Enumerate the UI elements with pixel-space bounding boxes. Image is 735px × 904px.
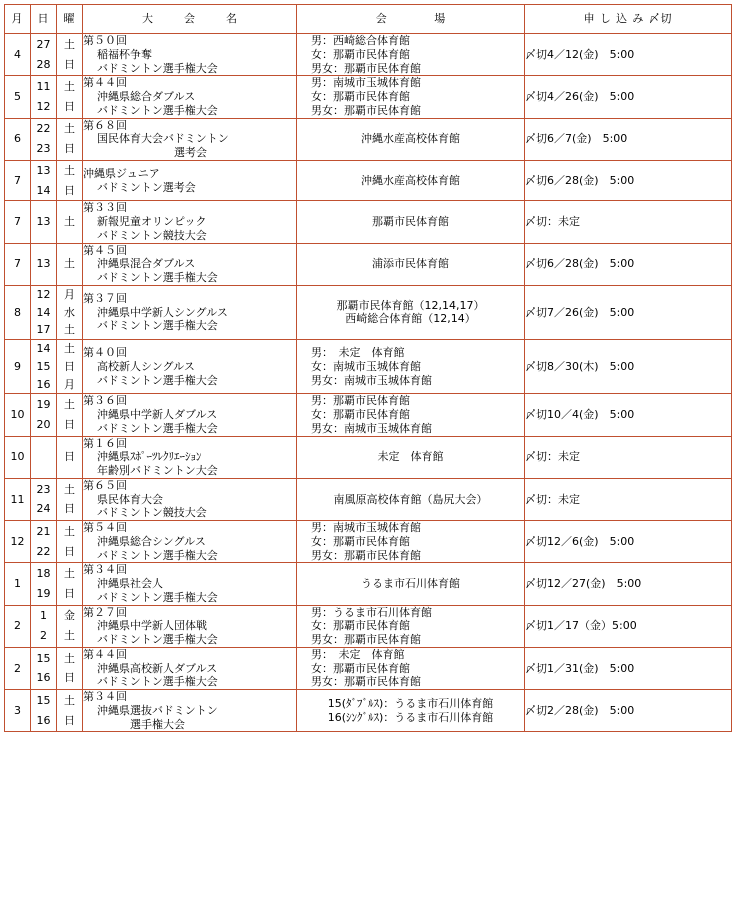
cell-venue (297, 160, 525, 201)
day-value: 28 (36, 57, 51, 71)
cell-month: 6 (5, 118, 31, 160)
day-of-week-value: 日 (64, 544, 75, 558)
table-row (5, 563, 732, 605)
venue-line: 男：南城市玉城体育館 (311, 76, 421, 90)
day-value: 20 (36, 417, 51, 431)
venue-line: 女：那覇市民体育館 (311, 661, 410, 675)
day-value: 16 (36, 671, 51, 685)
cell-application-deadline: 〆切6／28(金) 5:00 (525, 243, 732, 285)
venue-line: 男：うるま市石川体育館 (311, 605, 432, 619)
cell-venue (297, 647, 525, 689)
cell-application-deadline: 〆切：未定 (525, 201, 732, 243)
cell-venue (297, 34, 525, 76)
cell-day-of-week (57, 436, 83, 478)
tournament-name-line: バドミントン選手権大会 (97, 633, 218, 646)
day-of-week-value: 日 (64, 142, 75, 156)
table-row (5, 436, 732, 478)
cell-day (31, 340, 57, 394)
venue-line: 15(ﾀﾞﾌﾞﾙｽ)：うるま市石川体育館 (327, 696, 494, 710)
table-row (5, 478, 732, 520)
cell-application-deadline: 〆切4／12(金) 5:00 (525, 34, 732, 76)
tournament-name-line: バドミントン選手権大会 (97, 590, 218, 604)
venue-line: 女：那覇市民体育館 (311, 619, 410, 633)
cell-venue (297, 243, 525, 285)
venue-line: 女：那覇市民体育館 (311, 408, 410, 421)
table-row (5, 647, 732, 689)
table-row (5, 285, 732, 339)
tournament-name-line: 第４０回 (83, 346, 127, 359)
day-value: 24 (36, 502, 51, 516)
cell-application-deadline: 〆切：未定 (525, 436, 732, 478)
cell-month: 4 (5, 34, 31, 76)
tournament-name-line: 第４５回 (83, 243, 127, 257)
cell-month: 7 (5, 160, 31, 201)
venue-line: 男女：那覇市民体育館 (311, 633, 421, 646)
day-of-week-value: 土 (64, 163, 75, 177)
tournament-name-line: 第３７回 (83, 291, 127, 305)
cell-day (31, 76, 57, 118)
tournament-name-line: 沖縄県総合ダブルス (97, 90, 196, 103)
tournament-name-line: バドミントン選手権大会 (97, 103, 218, 117)
cell-month: 3 (5, 690, 31, 732)
venue-line: 男女：那覇市民体育館 (311, 61, 421, 75)
cell-venue (297, 436, 525, 478)
cell-day (31, 478, 57, 520)
day-value: 19 (36, 398, 51, 412)
day-value: 18 (36, 567, 51, 581)
cell-day-of-week (57, 521, 83, 563)
column-header-deadline: 申 し 込 み 〆切 (525, 5, 732, 34)
cell-tournament-name (83, 243, 297, 285)
day-of-week-value: 日 (64, 671, 75, 685)
venue-line: 那覇市民体育館（12,14,17） (336, 298, 485, 312)
day-of-week-value: 土 (64, 482, 75, 496)
cell-venue (297, 340, 525, 394)
venue-line: 女：那覇市民体育館 (311, 90, 410, 103)
cell-month: 12 (5, 521, 31, 563)
table-row (5, 521, 732, 563)
tournament-name-line: バドミントン選手権大会 (97, 319, 218, 333)
cell-month: 7 (5, 243, 31, 285)
cell-day (31, 605, 57, 647)
cell-day-of-week (57, 34, 83, 76)
cell-month: 1 (5, 563, 31, 605)
table-row (5, 118, 732, 160)
tournament-schedule-table (4, 4, 732, 732)
day-value: 2 (40, 629, 47, 643)
cell-day-of-week (57, 478, 83, 520)
table-row (5, 340, 732, 394)
column-header-month: 月 (5, 5, 31, 34)
day-value: 12 (36, 99, 51, 113)
cell-tournament-name (83, 340, 297, 394)
tournament-name-line: 第１６回 (83, 436, 127, 450)
tournament-name-line: 第２７回 (83, 605, 127, 619)
cell-day (31, 436, 57, 478)
tournament-name-line: 県民体育大会 (97, 492, 163, 506)
table-row (5, 605, 732, 647)
tournament-name-line: 第４４回 (83, 647, 127, 661)
day-value: 23 (36, 482, 51, 496)
tournament-name-line: バドミントン競技大会 (97, 506, 207, 520)
table-header (5, 5, 732, 34)
tournament-name-line: バドミントン選手権大会 (97, 271, 218, 284)
tournament-name-line: バドミントン選手権大会 (97, 548, 218, 562)
tournament-name-line: 第６８回 (83, 118, 127, 132)
day-of-week-value: 土 (64, 257, 75, 271)
cell-venue (297, 521, 525, 563)
day-of-week-value: 日 (64, 450, 75, 464)
cell-tournament-name (83, 76, 297, 118)
day-value: 12 (36, 287, 51, 301)
day-value: 11 (36, 80, 51, 94)
cell-venue (297, 563, 525, 605)
cell-day-of-week (57, 690, 83, 732)
venue-line: 男女：南城市玉城体育館 (311, 421, 432, 435)
table-row (5, 76, 732, 118)
cell-application-deadline: 〆切8／30(木) 5:00 (525, 340, 732, 394)
day-value: 14 (36, 305, 51, 319)
day-of-week-value: 月 (64, 377, 75, 391)
cell-application-deadline: 〆切2／28(金) 5:00 (525, 690, 732, 732)
cell-month: 2 (5, 605, 31, 647)
table-row (5, 201, 732, 243)
column-header-tournament-name: 大 会 名 (83, 5, 297, 34)
cell-tournament-name (83, 160, 297, 201)
day-value: 14 (36, 342, 51, 355)
venue-line: 沖縄水産高校体育館 (361, 132, 460, 146)
tournament-name-line: バドミントン選手権大会 (97, 61, 218, 75)
venue-line: 沖縄水産高校体育館 (361, 173, 460, 187)
day-of-week-value: 日 (64, 57, 75, 71)
venue-line: 男： 未定 体育館 (311, 647, 405, 661)
cell-venue (297, 118, 525, 160)
cell-tournament-name (83, 647, 297, 689)
cell-venue (297, 690, 525, 732)
day-of-week-value: 土 (64, 524, 75, 538)
venue-line: 那覇市民体育館 (372, 215, 449, 228)
table-body (5, 34, 732, 732)
cell-venue (297, 285, 525, 339)
cell-month: 8 (5, 285, 31, 339)
cell-day (31, 563, 57, 605)
tournament-name-line: 国民体育大会バドミントン (97, 132, 229, 146)
cell-day-of-week (57, 160, 83, 201)
tournament-name-line: 沖縄県社会人 (97, 577, 163, 590)
venue-line: 浦添市民体育館 (372, 257, 449, 271)
tournament-name-line: 第３４回 (83, 563, 127, 577)
cell-venue (297, 605, 525, 647)
day-value: 22 (36, 122, 51, 136)
day-value: 13 (36, 163, 51, 177)
venue-line: 南風原高校体育館（島尻大会） (333, 492, 488, 506)
cell-venue (297, 394, 525, 436)
day-of-week-value: 日 (64, 586, 75, 600)
day-value: 15 (36, 359, 51, 373)
day-of-week-value: 日 (64, 183, 75, 197)
venue-line: 未定 体育館 (377, 450, 444, 464)
cell-application-deadline: 〆切1／31(金) 5:00 (525, 647, 732, 689)
schedule-page (0, 4, 735, 904)
cell-tournament-name (83, 34, 297, 76)
day-of-week-value: 土 (64, 693, 75, 707)
day-of-week-value: 日 (64, 99, 75, 113)
cell-application-deadline: 〆切6／28(金) 5:00 (525, 160, 732, 201)
venue-line: 男：西崎総合体育館 (311, 34, 410, 47)
cell-day-of-week (57, 647, 83, 689)
venue-line: 女：那覇市民体育館 (311, 534, 410, 548)
tournament-name-line: 第６５回 (83, 478, 127, 492)
cell-day-of-week (57, 394, 83, 436)
cell-day-of-week (57, 243, 83, 285)
column-header-dow: 曜 (57, 5, 83, 34)
cell-day (31, 243, 57, 285)
tournament-name-line: 沖縄県混合ダブルス (97, 257, 196, 271)
day-value: 17 (36, 323, 51, 337)
tournament-name-line: 年齢別バドミントン大会 (97, 464, 218, 477)
table-row (5, 690, 732, 732)
cell-tournament-name (83, 201, 297, 243)
tournament-name-line: 選手権大会 (97, 717, 185, 731)
cell-month: 10 (5, 394, 31, 436)
cell-tournament-name (83, 436, 297, 478)
cell-month: 11 (5, 478, 31, 520)
venue-line: うるま市石川体育館 (361, 577, 460, 590)
day-of-week-value: 月 (64, 287, 75, 301)
day-of-week-value: 土 (64, 567, 75, 581)
tournament-name-line: 沖縄県総合シングルス (97, 534, 206, 548)
day-of-week-value: 金 (64, 609, 75, 623)
cell-month: 2 (5, 647, 31, 689)
tournament-name-line: 沖縄県高校新人ダブルス (97, 661, 218, 675)
table-header-row (5, 5, 732, 34)
day-of-week-value: 土 (64, 398, 75, 412)
cell-day (31, 521, 57, 563)
tournament-name-line: バドミントン選手権大会 (97, 675, 218, 689)
tournament-name-line: 第５０回 (83, 34, 127, 47)
day-value: 27 (36, 37, 51, 51)
cell-tournament-name (83, 563, 297, 605)
tournament-name-line: 沖縄県中学新人シングルス (97, 305, 228, 319)
tournament-name-line: バドミントン選考会 (97, 180, 196, 194)
cell-day-of-week (57, 201, 83, 243)
day-value: 16 (36, 377, 51, 391)
cell-day-of-week (57, 76, 83, 118)
cell-day-of-week (57, 118, 83, 160)
cell-application-deadline: 〆切：未定 (525, 478, 732, 520)
day-value: 22 (36, 544, 51, 558)
cell-venue (297, 76, 525, 118)
day-of-week-value: 日 (64, 713, 75, 727)
venue-line: 女：南城市玉城体育館 (311, 359, 421, 373)
cell-application-deadline: 〆切4／26(金) 5:00 (525, 76, 732, 118)
cell-tournament-name (83, 690, 297, 732)
cell-tournament-name (83, 521, 297, 563)
cell-month: 7 (5, 201, 31, 243)
tournament-name-line: 第５４回 (83, 521, 127, 534)
cell-tournament-name (83, 605, 297, 647)
cell-month: 10 (5, 436, 31, 478)
day-of-week-value: 土 (64, 342, 75, 355)
day-value: 1 (40, 609, 47, 623)
venue-line: 男女：那覇市民体育館 (311, 103, 421, 117)
tournament-name-line: 第３３回 (83, 201, 127, 215)
tournament-name-line: バドミントン選手権大会 (97, 373, 218, 387)
venue-line: 男女：南城市玉城体育館 (311, 373, 432, 387)
day-value: 16 (36, 713, 51, 727)
table-row (5, 394, 732, 436)
cell-application-deadline: 〆切6／7(金) 5:00 (525, 118, 732, 160)
cell-application-deadline: 〆切12／27(金) 5:00 (525, 563, 732, 605)
venue-line: 男： 未定 体育館 (311, 346, 405, 359)
cell-application-deadline: 〆切12／6(金) 5:00 (525, 521, 732, 563)
cell-tournament-name (83, 118, 297, 160)
day-of-week-value: 土 (64, 629, 75, 643)
table-row (5, 243, 732, 285)
cell-day (31, 285, 57, 339)
day-of-week-value: 水 (64, 305, 75, 319)
cell-application-deadline: 〆切7／26(金) 5:00 (525, 285, 732, 339)
cell-day (31, 160, 57, 201)
cell-tournament-name (83, 285, 297, 339)
table-row (5, 160, 732, 201)
venue-line: 男女：那覇市民体育館 (311, 548, 421, 562)
cell-day (31, 647, 57, 689)
venue-line: 男：南城市玉城体育館 (311, 521, 421, 534)
cell-day (31, 118, 57, 160)
tournament-name-line: バドミントン競技大会 (97, 228, 207, 242)
cell-month: 5 (5, 76, 31, 118)
day-of-week-value: 土 (64, 80, 75, 94)
cell-tournament-name (83, 394, 297, 436)
tournament-name-line: 第３６回 (83, 394, 127, 408)
tournament-name-line: 稲福杯争奪 (97, 47, 152, 61)
cell-month: 9 (5, 340, 31, 394)
venue-line: 男女：那覇市民体育館 (311, 675, 421, 689)
day-value: 19 (36, 586, 51, 600)
tournament-name-line: 沖縄県中学新人ダブルス (97, 408, 218, 421)
cell-day-of-week (57, 285, 83, 339)
tournament-name-line: 沖縄県選抜バドミントン (97, 703, 218, 717)
venue-line: 男：那覇市民体育館 (311, 394, 410, 408)
table-row (5, 34, 732, 76)
day-of-week-value: 土 (64, 122, 75, 136)
cell-venue (297, 201, 525, 243)
day-of-week-value: 土 (64, 651, 75, 665)
cell-day-of-week (57, 563, 83, 605)
cell-day-of-week (57, 605, 83, 647)
column-header-venue: 会 場 (297, 5, 525, 34)
day-of-week-value: 日 (64, 502, 75, 516)
tournament-name-line: 沖縄県ｽﾎﾟｰﾂﾚｸﾘｴｰｼｮﾝ (97, 450, 202, 464)
tournament-name-line: バドミントン選手権大会 (97, 421, 218, 435)
tournament-name-line: 新報児童オリンピック (97, 215, 207, 228)
tournament-name-line: 選考会 (97, 146, 207, 159)
day-of-week-value: 土 (64, 215, 75, 228)
cell-tournament-name (83, 478, 297, 520)
cell-application-deadline: 〆切1／17（金）5:00 (525, 605, 732, 647)
day-value: 15 (36, 693, 51, 707)
cell-day-of-week (57, 340, 83, 394)
cell-day (31, 34, 57, 76)
cell-day (31, 690, 57, 732)
cell-day (31, 201, 57, 243)
day-value: 13 (36, 257, 51, 271)
day-value: 23 (36, 142, 51, 156)
venue-line: 西崎総合体育館（12,14） (345, 312, 476, 326)
column-header-day: 日 (31, 5, 57, 34)
day-value: 15 (36, 651, 51, 665)
tournament-name-line: 沖縄県ジュニア (83, 166, 160, 180)
cell-day (31, 394, 57, 436)
day-value: 14 (36, 183, 51, 197)
venue-line: 女：那覇市民体育館 (311, 47, 410, 61)
day-value: 21 (36, 524, 51, 538)
day-of-week-value: 土 (64, 323, 75, 337)
day-value: 13 (36, 215, 51, 228)
venue-line: 16(ｼﾝｸﾞﾙｽ)：うるま市石川体育館 (327, 710, 494, 724)
day-of-week-value: 日 (64, 417, 75, 431)
cell-application-deadline: 〆切10／4(金) 5:00 (525, 394, 732, 436)
tournament-name-line: 高校新人シングルス (97, 359, 195, 373)
tournament-name-line: 第３４回 (83, 690, 127, 703)
cell-venue (297, 478, 525, 520)
day-of-week-value: 土 (64, 37, 75, 51)
tournament-name-line: 沖縄県中学新人団体戦 (97, 619, 207, 633)
tournament-name-line: 第４４回 (83, 76, 127, 90)
day-of-week-value: 日 (64, 359, 75, 373)
